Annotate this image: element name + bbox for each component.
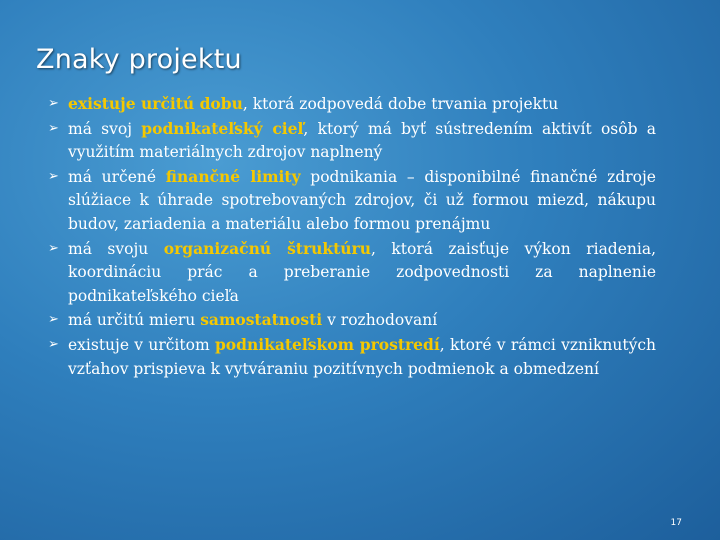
bullet-list xyxy=(48,92,656,381)
page-number: 17 xyxy=(670,518,682,528)
bullet-item xyxy=(48,333,656,381)
bullet-text: má svoju xyxy=(68,239,164,258)
bullet-highlight: samostatnosti xyxy=(200,310,323,330)
bullet-item xyxy=(48,165,656,237)
bullet-item xyxy=(48,308,656,333)
bullet-highlight: organizačnú štruktúru xyxy=(163,238,371,258)
arrow-bullet-icon: ➢ xyxy=(48,240,59,256)
arrow-bullet-icon: ➢ xyxy=(48,336,59,352)
bullet-text: má určené xyxy=(68,167,166,186)
bullet-item xyxy=(48,92,656,117)
arrow-bullet-icon: ➢ xyxy=(48,312,59,328)
bullet-text: , ktorá zodpovedá dobe trvania projektu xyxy=(242,95,559,113)
bullet-text: má určitú mieru xyxy=(68,311,201,330)
bullet-text: v rozhodovaní xyxy=(322,311,438,330)
bullet-highlight: finančné limity xyxy=(165,166,301,186)
slide-title: Znaky projektu xyxy=(36,44,242,75)
arrow-bullet-icon: ➢ xyxy=(48,120,59,136)
bullet-item xyxy=(48,117,656,165)
bullet-highlight: existuje určitú dobu xyxy=(68,94,243,113)
bullet-text: , ktoré v rámci vzniknutých vzťahov prispieva k vytváraniu pozitívnych podmienok a obmedzení xyxy=(68,335,656,378)
arrow-bullet-icon: ➢ xyxy=(48,168,59,184)
bullet-highlight: podnikateľskom prostredí xyxy=(214,334,440,354)
bullet-highlight: podnikateľský cieľ xyxy=(141,118,304,138)
bullet-text: , ktorý má byť sústredením aktivít osôb a využitím materiálnych zdrojov naplnený xyxy=(68,119,657,162)
bullet-text: má svoj xyxy=(68,119,142,138)
bullet-text: , ktorá zaisťuje výkon riadenia, koordináciu prác a preberanie zodpovednosti za naplnenie podnikateľského cieľa xyxy=(68,239,657,305)
bullet-item xyxy=(48,237,656,309)
arrow-bullet-icon: ➢ xyxy=(48,96,59,111)
bullet-text: existuje v určitom xyxy=(68,335,215,354)
bullet-text: podnikania – disponibilné finančné zdroje slúžiace k úhrade spotrebovaných zdrojov, či už formou miezd, nákupu budov, zariadenia a materiálu alebo formou prenájmu xyxy=(68,167,656,233)
